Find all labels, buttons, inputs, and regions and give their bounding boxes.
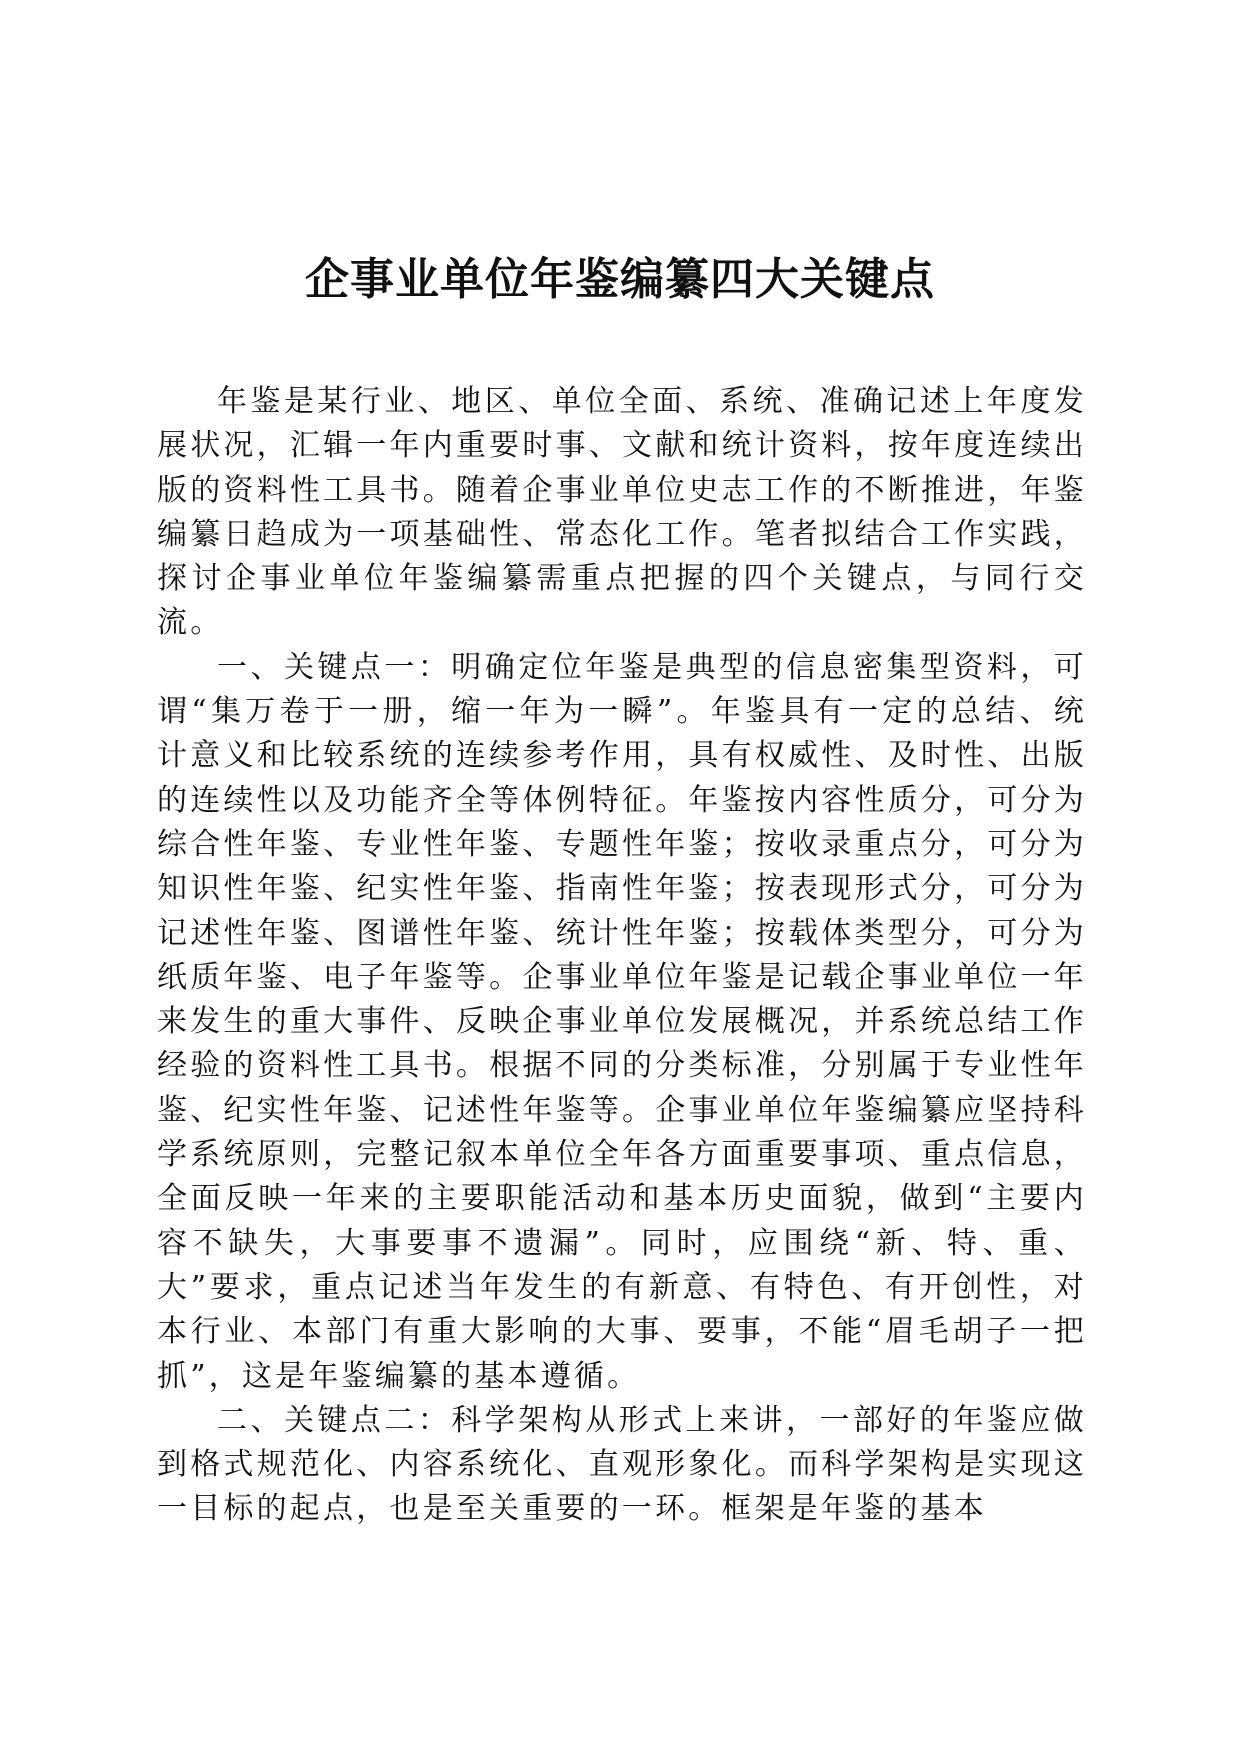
paragraph-key-point-one: 一、关键点一：明确定位年鉴是典型的信息密集型资料，可谓“集万卷于一册，缩一年为一瞬”。年鉴具有一定的总结、统计意义和比较系统的连续参考作用，具有权威性、及时性、出版的连续性以及功能齐全等体例特征。年鉴按内容性质分，可分为综合性年鉴、专业性年鉴、专题性年鉴；按收录重点分，可分为知识性年鉴、纪实性年鉴、指南性年鉴；按表现形式分，可分为记述性年鉴、图谱性年鉴、统计性年鉴；按载体类型分，可分为纸质年鉴、电子年鉴等。企事业单位年鉴是记载企事业单位一年来发生的重大事件、反映企事业单位发展概况，并系统总结工作经验的资料性工具书。根据不同的分类标准，分别属于专业性年鉴、纪实性年鉴、记述性年鉴等。企事业单位年鉴编纂应坚持科学系统原则，完整记叙本单位全年各方面重要事项、重点信息，全面反映一年来的主要职能活动和基本历史面貌，做到“主要内容不缺失，大事要事不遗漏”。同时，应围绕“新、特、重、大”要求，重点记述当年发生的有新意、有特色、有开创性，对本行业、本部门有重大影响的大事、要事，不能“眉毛胡子一把抓”，这是年鉴编纂的基本遵循。	[157, 649, 1087, 1394]
paragraph-intro: 年鉴是某行业、地区、单位全面、系统、准确记述上年度发展状况，汇辑一年内重要时事、文献和统计资料，按年度连续出版的资料性工具书。随着企事业单位史志工作的不断推进，年鉴编纂日趋成为一项基础性、常态化工作。笔者拟结合工作实践，探讨企事业单位年鉴编纂需重点把握的四个关键点，与同行交流。	[157, 384, 1087, 641]
paragraph-key-point-two: 二、关键点二：科学架构从形式上来讲，一部好的年鉴应做到格式规范化、内容系统化、直观形象化。而科学架构是实现这一目标的起点，也是至关重要的一环。框架是年鉴的基本	[157, 1402, 1087, 1527]
document-title: 企事业单位年鉴编纂四大关键点	[305, 254, 935, 305]
document-body	[157, 380, 1087, 1532]
